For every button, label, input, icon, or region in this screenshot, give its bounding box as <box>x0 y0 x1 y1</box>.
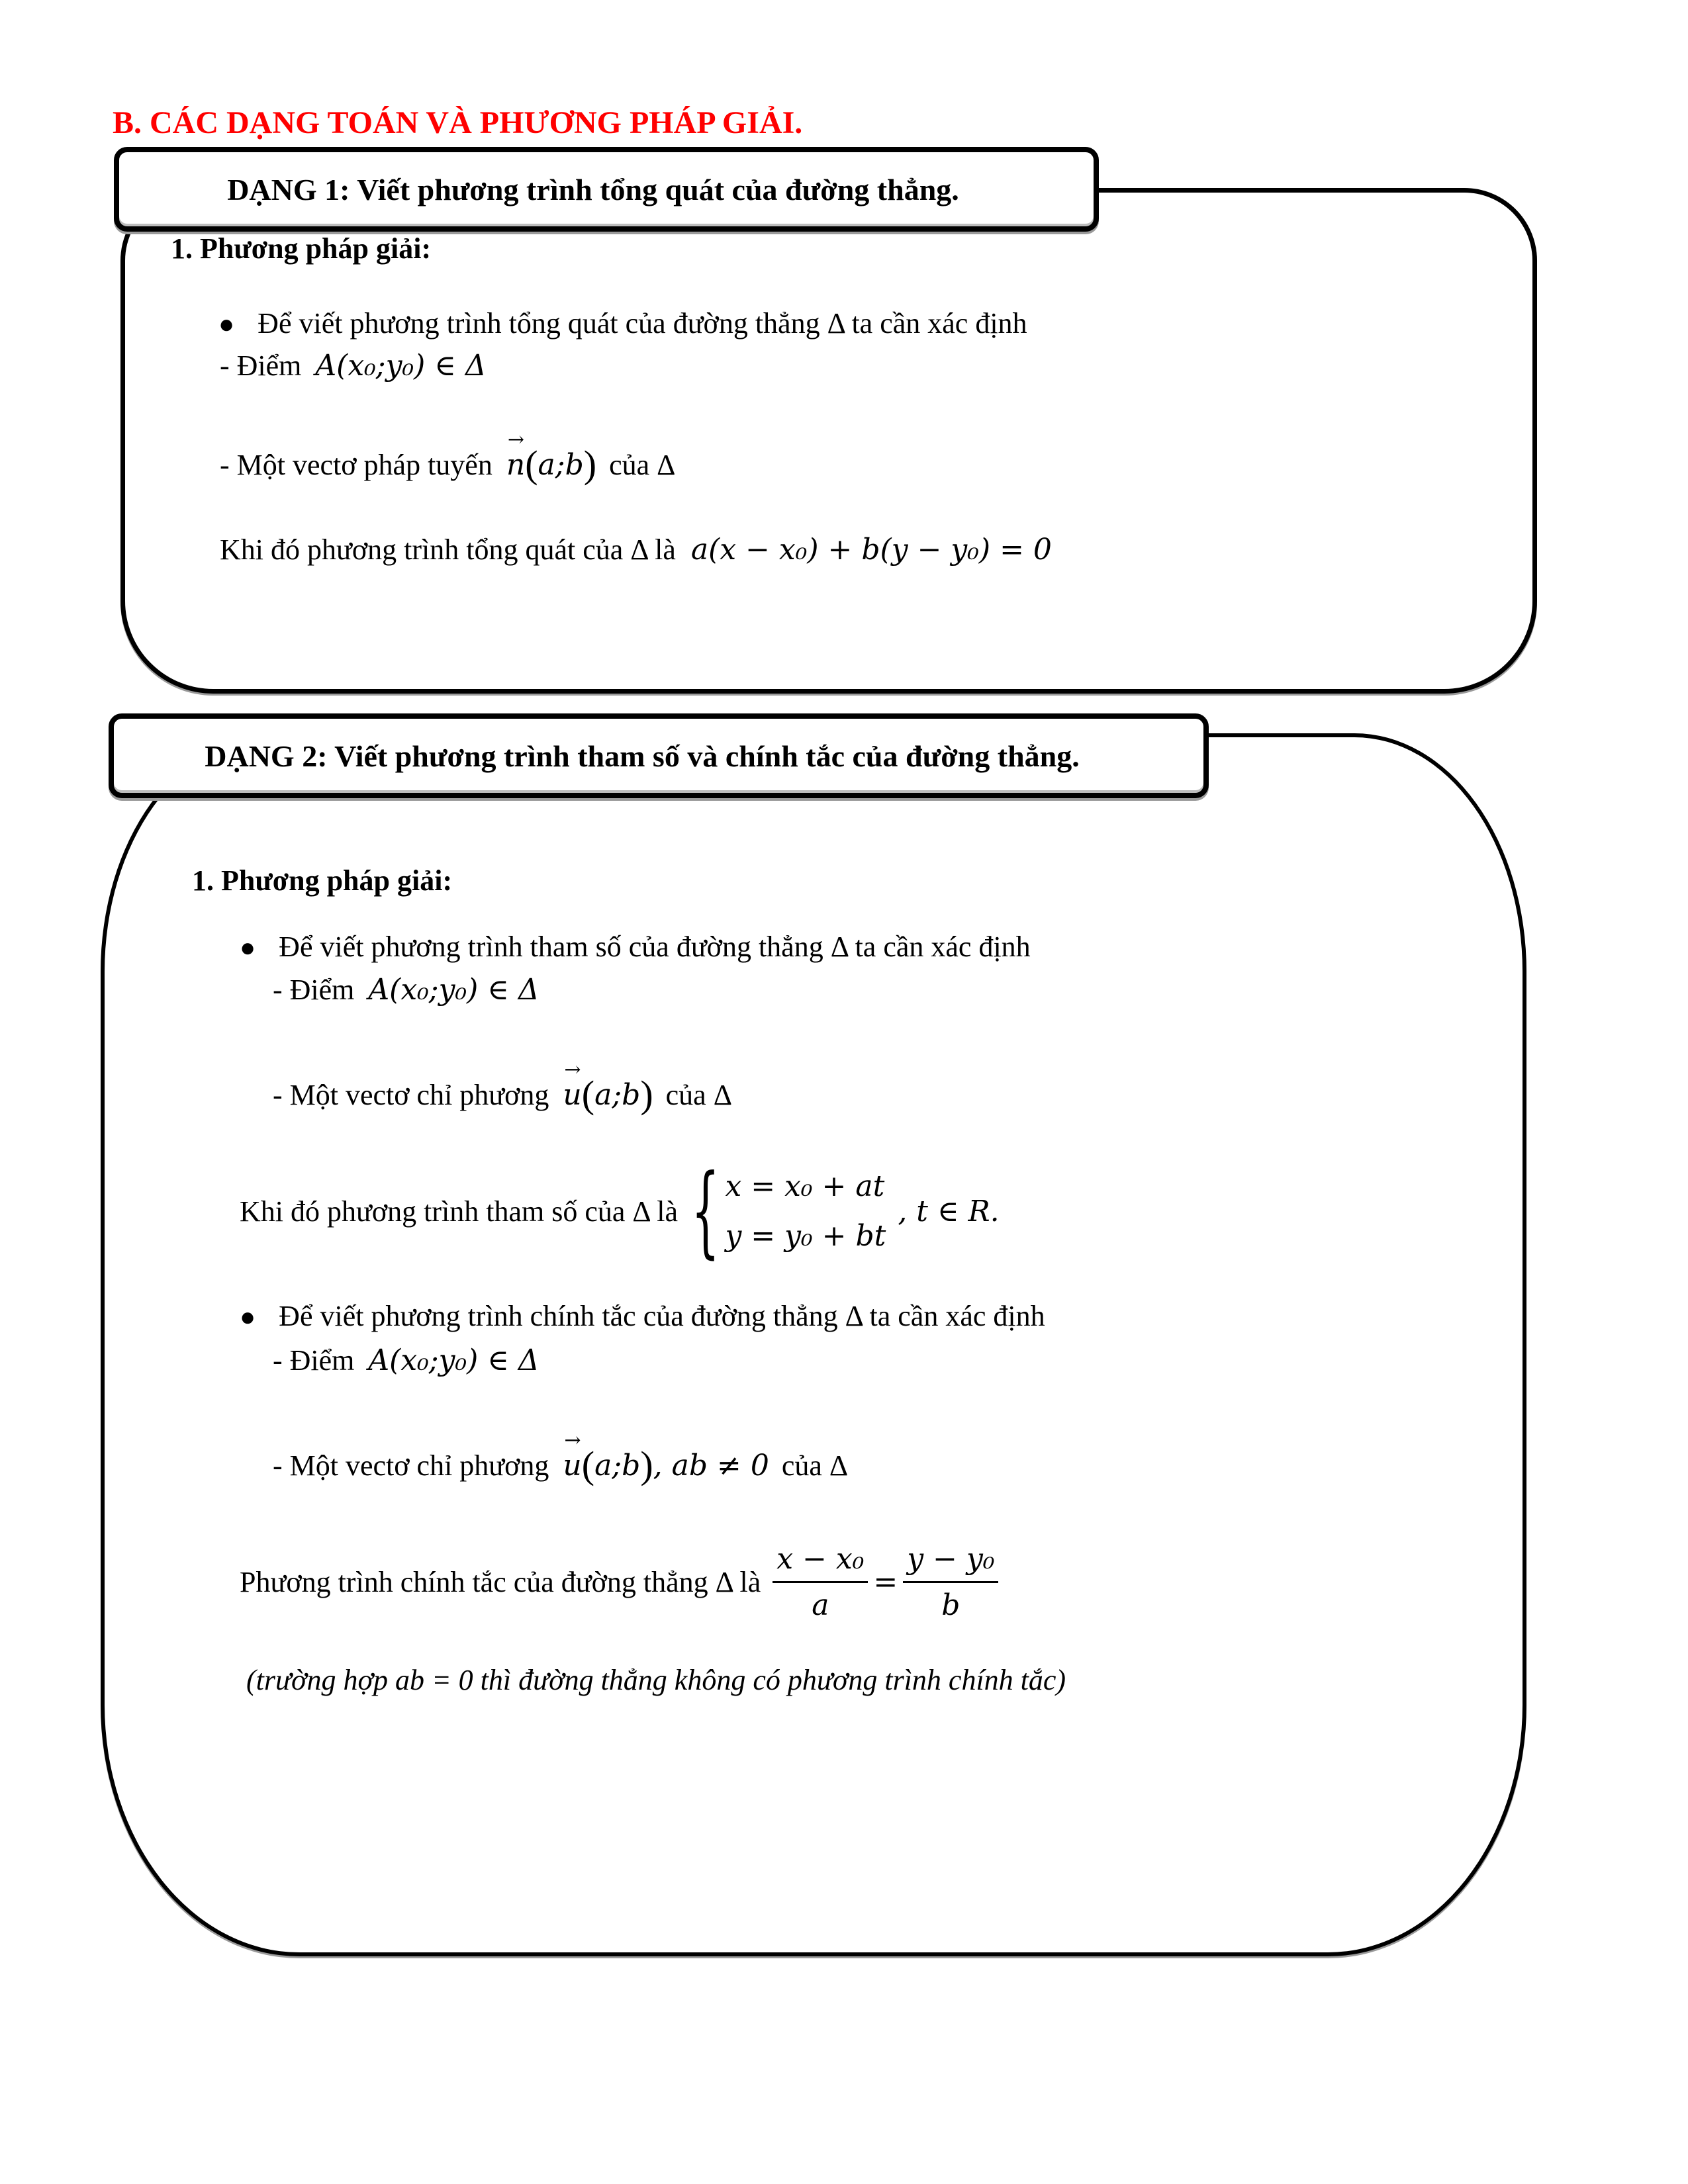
point-math: A(x₀;y₀) ∈ Δ <box>368 1343 539 1377</box>
fraction-y <box>903 1542 998 1622</box>
dang2-vector-line <box>273 1072 732 1116</box>
dang2-note: (trường hợp ab = 0 thì đường thẳng không có phương trình chính tắc) <box>246 1664 1066 1696</box>
fraction-x <box>773 1542 868 1622</box>
left-brace-icon: { <box>691 1154 720 1269</box>
vector-suffix: của Δ <box>609 449 676 481</box>
param-text: Khi đó phương trình tham số của Δ là <box>240 1195 678 1228</box>
fraction-y-numerator: y − y₀ <box>903 1542 998 1583</box>
equals-sign: = <box>873 1565 898 1599</box>
vector-n-icon: → n <box>506 448 525 482</box>
dang2-bullet1-text: Để viết phương trình tham số của đường thẳng Δ ta cần xác định <box>279 931 1031 963</box>
conclusion-text: Khi đó phương trình tổng quát của Δ là <box>220 533 676 566</box>
dang2-vector2-line <box>273 1443 848 1487</box>
dang1-conclusion-line <box>220 533 1052 567</box>
fraction-y-denominator: b <box>941 1588 961 1622</box>
right-paren: ) <box>640 1443 653 1486</box>
vector-label: - Một vectơ chỉ phương <box>273 1449 549 1482</box>
dang2-bullet2-item <box>240 1299 1045 1333</box>
vector-condition: , ab ≠ 0 <box>653 1449 769 1482</box>
dang2-header: DẠNG 2: Viết phương trình tham số và chính tắc của đường thẳng. <box>205 739 1080 773</box>
general-equation: a(x − x₀) + b(y − y₀) = 0 <box>690 533 1052 567</box>
dang2-subheading: 1. Phương pháp giải: <box>192 864 453 897</box>
dang1-vector-line <box>220 442 675 486</box>
dang1-bullet-text: Để viết phương trình tổng quát của đường thẳng Δ ta cần xác định <box>258 307 1027 340</box>
dang2-param-line <box>240 1154 1000 1269</box>
vector-coords: a;b <box>594 1449 641 1482</box>
bullet-icon: ● <box>240 933 256 962</box>
fraction-x-numerator: x − x₀ <box>773 1542 868 1583</box>
canonical-text: Phương trình chính tắc của đường thẳng Δ là <box>240 1566 761 1598</box>
param-domain: , t ∈ R. <box>898 1194 1000 1228</box>
dang2-point-line <box>273 973 539 1007</box>
dang2-bullet2-text: Để viết phương trình chính tắc của đường thẳng Δ ta cần xác định <box>279 1300 1045 1332</box>
left-paren: ( <box>525 443 538 486</box>
dang2-point2-line <box>273 1343 539 1377</box>
right-paren: ) <box>583 443 597 486</box>
point-label: - Điểm <box>273 1344 355 1377</box>
vector-suffix: của Δ <box>781 1449 849 1482</box>
left-paren: ( <box>581 1073 595 1116</box>
right-paren: ) <box>640 1073 653 1116</box>
dang2-bullet1-item <box>240 930 1031 964</box>
vector-u-icon: → u <box>563 1449 581 1482</box>
vector-label: - Một vectơ pháp tuyến <box>220 449 492 481</box>
dang1-header-box <box>114 147 1099 232</box>
bullet-icon: ● <box>240 1302 256 1332</box>
dang1-subheading: 1. Phương pháp giải: <box>171 232 432 265</box>
param-system <box>688 1154 886 1269</box>
dang2-canonical-line <box>240 1542 1004 1622</box>
vector-coords: a;b <box>538 448 584 482</box>
vector-coords: a;b <box>594 1078 641 1112</box>
vector-u-icon: → u <box>563 1078 581 1112</box>
vector-label: - Một vectơ chỉ phương <box>273 1079 549 1111</box>
point-label: - Điểm <box>273 974 355 1006</box>
dang1-point-line <box>220 349 487 383</box>
dang2-header-box <box>109 713 1209 798</box>
left-paren: ( <box>581 1443 595 1486</box>
bullet-icon: ● <box>218 309 235 339</box>
param-eq-y: y = y₀ + bt <box>725 1219 886 1253</box>
section-title: B. CÁC DẠNG TOÁN VÀ PHƯƠNG PHÁP GIẢI. <box>113 105 803 140</box>
point-label: - Điểm <box>220 349 302 382</box>
point-math: A(x₀;y₀) ∈ Δ <box>368 973 539 1007</box>
point-math: A(x₀;y₀) ∈ Δ <box>315 349 487 383</box>
vector-suffix: của Δ <box>665 1079 733 1111</box>
dang1-header: DẠNG 1: Viết phương trình tổng quát của đường thẳng. <box>227 172 959 206</box>
fraction-x-denominator: a <box>812 1588 829 1622</box>
dang1-bullet-item <box>218 306 1027 340</box>
param-eq-x: x = x₀ + at <box>725 1169 885 1203</box>
